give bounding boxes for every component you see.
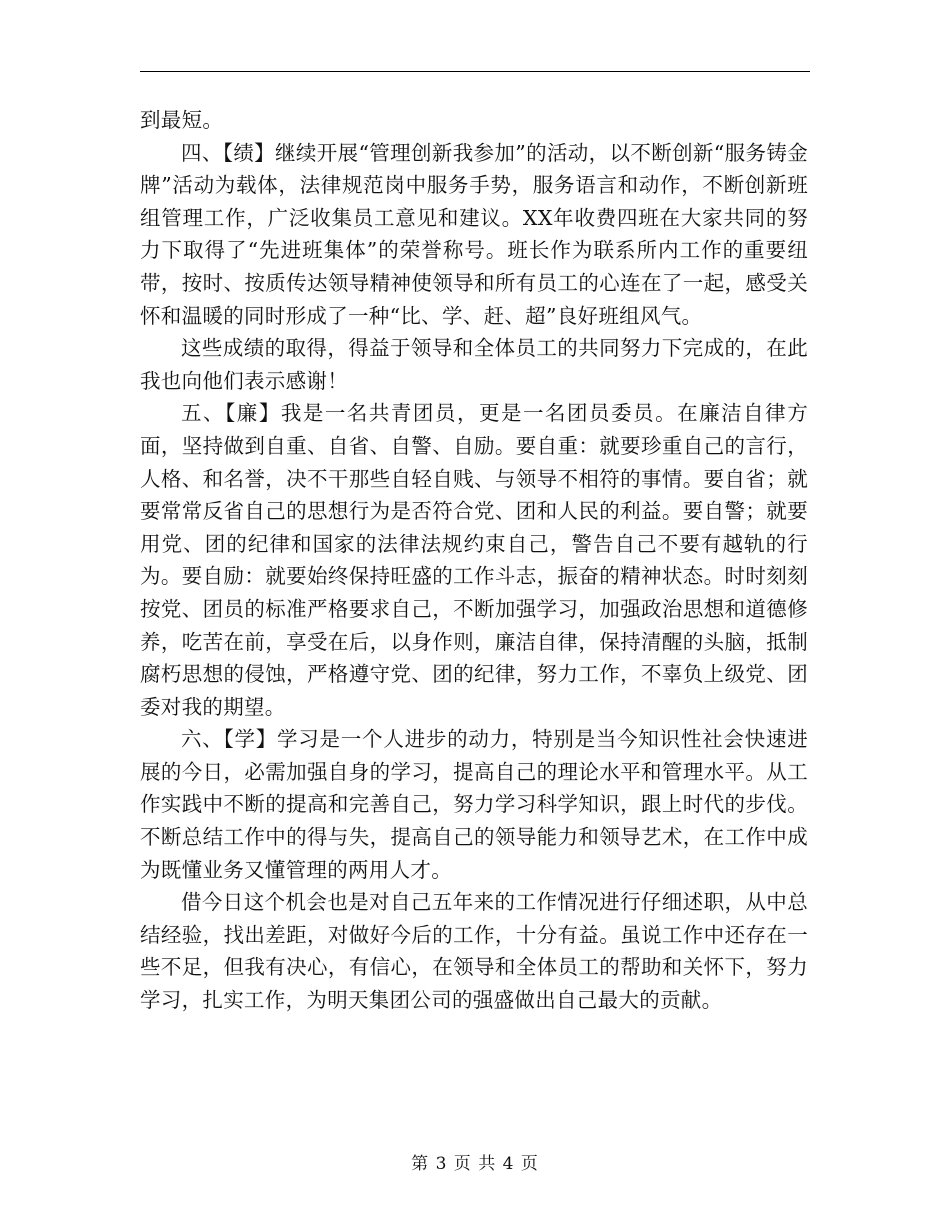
document-body xyxy=(140,104,808,1017)
paragraph-1: 到最短。 xyxy=(140,108,224,132)
page-number-footer: 第 3 页 共 4 页 xyxy=(411,1154,539,1174)
paragraph-5: 六、【学】学习是一个人进步的动力，特别是当今知识性社会快速进展的今日，必需加强自身的学习，提高自己的理论水平和管理水平。从工作实践中不断的提高和完善自己，努力学习科学知识，跟上时代的步伐。不断总结工作中的得与失，提高自己的领导能力和领导艺术，在工作中成为既懂业务又懂管理的两用人才。 xyxy=(140,727,808,882)
paragraph-3: 这些成绩的取得，得益于领导和全体员工的共同努力下完成的，在此我也向他们表示感谢！ xyxy=(140,336,808,393)
header-rule xyxy=(140,71,810,72)
paragraph-2: 四、【绩】继续开展“管理创新我参加”的活动，以不断创新“服务铸金牌”活动为载体，法律规范岗中服务手势，服务语言和动作，不断创新班组管理工作，广泛收集员工意见和建议。XX年收费四班在大家共同的努力下取得了“先进班集体”的荣誉称号。班长作为联系所内工作的重要纽带，按时、按质传达领导精神使领导和所有员工的心连在了一起，感受关怀和温暖的同时形成了一种“比、学、赶、超”良好班组风气。 xyxy=(140,140,808,328)
paragraph-4: 五、【廉】我是一名共青团员，更是一名团员委员。在廉洁自律方面，坚持做到自重、自省、自警、自励。要自重：就要珍重自己的言行，人格、和名誉，决不干那些自轻自贱、与领导不相符的事情。要自省；就要常常反省自己的思想行为是否符合党、团和人民的利益。要自警；就要用党、团的纪律和国家的法律法规约束自己，警告自己不要有越轨的行为。要自励：就要始终保持旺盛的工作斗志，振奋的精神状态。时时刻刻按党、团员的标准严格要求自己，不断加强学习，加强政治思想和道德修养，吃苦在前，享受在后，以身作则，廉洁自律，保持清醒的头脑，抵制腐朽思想的侵蚀，严格遵守党、团的纪律，努力工作，不辜负上级党、团委对我的期望。 xyxy=(140,401,808,719)
paragraph-6: 借今日这个机会也是对自己五年来的工作情况进行仔细述职，从中总结经验，找出差距，对做好今后的工作，十分有益。虽说工作中还存在一些不足，但我有决心，有信心，在领导和全体员工的帮助和关怀下，努力学习，扎实工作，为明天集团公司的强盛做出自己最大的贡献。 xyxy=(140,890,808,1013)
